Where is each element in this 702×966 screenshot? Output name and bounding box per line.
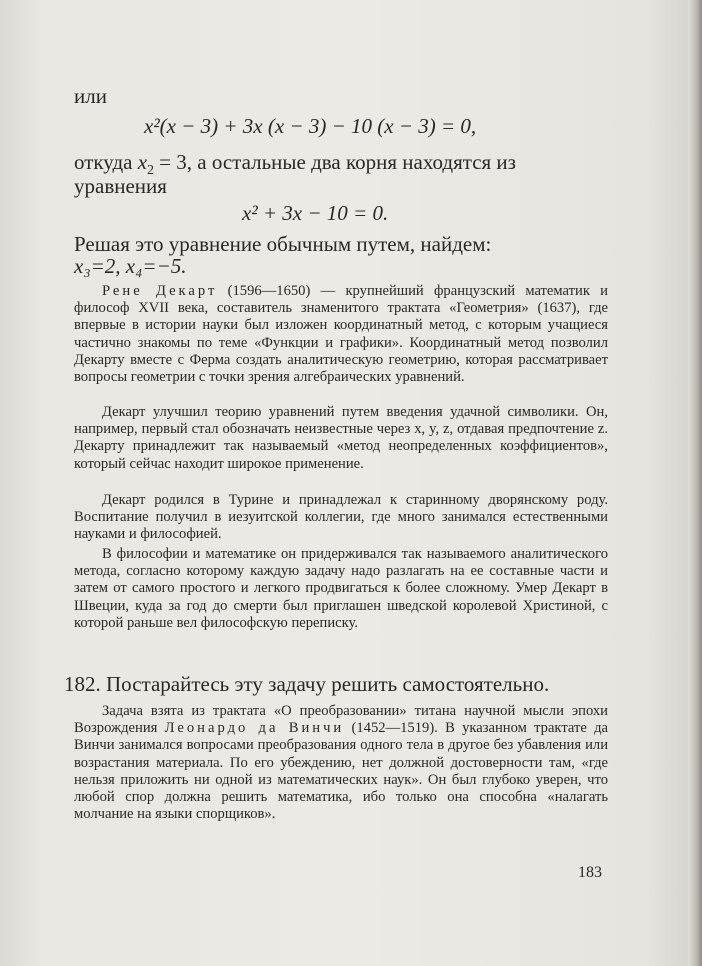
root-statement-post: = 3, а остальные два корня находятся из [153,150,516,174]
problem-text: . Постарайтесь эту задачу решить самостоятельно. [95,672,550,696]
leonardo-paragraph [74,703,608,823]
roots: x₃=2, x₄=−5. [74,254,187,278]
leonardo-post: (1452—1519). В указанном трактате да Винчи занимался вопросами преобразования одного тела в другое без убавления или возрастания материала. По его убеждению, нет должной достоверности там, «где нельзя приложить ни одной из математических наук». Он был глубоко уверен, что любой спор должна решить математика, ибо только она способна «налагать молчание на языки спорщиков». [74,720,609,823]
descartes-paragraph-2: Декарт улучшил теорию уравнений путем введения удачной символики. Он, например, первый стал обозначать неизвестные через x, y, z, отдавая предпочтение z. Декарту принадлежит так называемый «метод неопределенных коэффициентов», который сейчас находит широкое применение. [74,404,608,472]
descartes-name: Рене Декарт [102,283,218,299]
problem-number: 182 [64,672,96,696]
descartes-paragraph-3: Декарт родился в Турине и принадлежал к старинному дворянскому роду. Воспитание получил в иезуитской коллегии, где много занимался естественными науками и философией. [74,492,608,543]
solve-text: Решая это уравнение обычным путем, найдем: [74,232,492,256]
page-number: 183 [578,864,602,881]
root-subscript: 2 [147,162,154,178]
root-variable: x [137,150,148,174]
descartes-paragraph-1-text: (1596—1650) — крупнейший французский математик и философ XVII века, составитель знаменитого трактата «Геометрия» (1637), где впервые в истории науки был изложен координатный метод, с которым учащиеся частично знакомы по теме «Функции и графики». Координатный метод позволил Декарту вместе с Ферма создать аналитическую геометрию, которая рассматривает вопросы геометрии с точки зрения алгебраических уравнений. [74,283,608,386]
leonardo-name: Леонардо да Винчи [164,720,345,737]
leonardo-pre: Задача взята из трактата «О преобразовании» титана научной мысли эпохи Возрождения [74,703,608,737]
problem-182 [64,672,604,696]
descartes-paragraph-4: В философии и математике он придерживался так называемого аналитического метода, согласно которому каждую задачу надо разлагать на ее составные части и затем от самого простого и легкого продвигаться к более сложному. Умер Декарт в Швеции, куда за год до смерти был приглашен шведской королевой Христиной, с которой раньше вел философскую переписку. [74,546,608,631]
word-uravneniya: уравнения [74,174,167,198]
equation-quadratic: x² + 3x − 10 = 0. [242,201,389,225]
page-edge-shadow [688,0,702,966]
equation-factored: x²(x − 3) + 3x (x − 3) − 10 (x − 3) = 0, [144,114,477,138]
word-ili: или [74,84,107,108]
solve-paragraph [74,233,608,277]
root-statement-pre: откуда [74,150,138,174]
descartes-paragraph-1 [74,283,608,386]
